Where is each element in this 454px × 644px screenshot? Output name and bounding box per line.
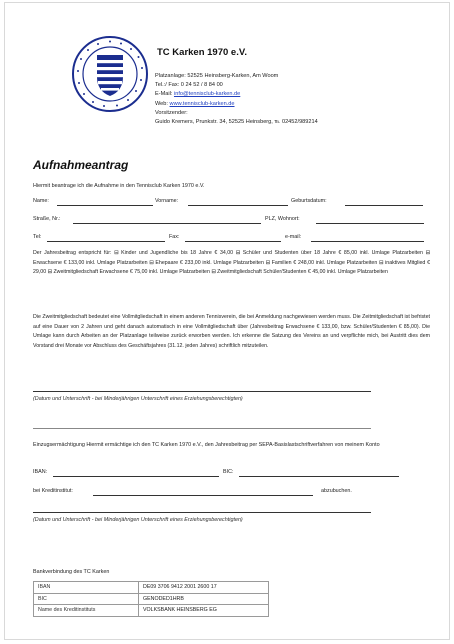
name-row [33, 198, 428, 208]
name-field[interactable] [57, 205, 153, 206]
web-link[interactable]: www.tennisclub-karken.de [169, 100, 235, 107]
name-label: Name: [33, 198, 49, 204]
club-name: TC Karken 1970 e.V. [157, 47, 247, 58]
address-text: Platzanlage: 52525 Heinsberg-Karken, Am Woom [155, 73, 279, 79]
form-title: Aufnahmeantrag [33, 158, 129, 172]
email-field-label: e-mail: [285, 234, 302, 240]
section-divider [33, 428, 371, 429]
club-logo [71, 35, 149, 113]
tel-label: Tel: [33, 234, 42, 240]
vorname-field[interactable] [188, 205, 288, 206]
web-label: Web: [155, 100, 168, 107]
tel-field[interactable] [47, 241, 165, 242]
email-field[interactable] [311, 241, 424, 242]
bic-field[interactable] [239, 476, 399, 477]
form-page [4, 2, 450, 640]
plz-field[interactable] [316, 223, 424, 224]
institute-field[interactable] [93, 495, 313, 496]
phone-text: Tel.:/ Fax: 0 24 52 / 8 84 00 [155, 82, 223, 89]
bank-value-cell: VOLKSBANK HEINSBERG EG [139, 605, 269, 617]
fax-field[interactable] [185, 241, 281, 242]
fee-paragraph: Der Jahresbeitrag entspricht für: ⊟ Kinder und Jugendliche bis 18 Jahre € 34,00 ⊟ Schüler und Studenten über 18 Jahre € 85,00 inkl. Umlage Platzarbeiten ⊟ Erwachsene € 133,00 inkl. Umlage Platzarbeiten ⊟ Ehepaare € 233,00 inkl. Umlage Platzarbeiten ⊟ Familien € 248,00 inkl. Umlage Platzarbeiten ⊟ inaktives Mitglied € 29,00 ⊟ Zweitmitgliedschaft Erwachsene € 75,00 inkl. Umlage Platzarbeiten ⊟ Zweitmitgliedschaft Schüler/Studenten € 45,00 inkl. Umlage Platzarbeiten [33, 250, 430, 276]
geburtsdatum-label: Geburtsdatum: [291, 198, 327, 204]
debit-suffix: abzubuchen. [321, 488, 352, 494]
institute-label: bei Kreditinstitut: [33, 488, 73, 494]
bank-label-cell: BIC [34, 593, 139, 605]
sepa-signature-caption: (Datum und Unterschrift - bei Minderjährigen Unterschrift eines Erziehungsberechtigten) [33, 517, 243, 523]
email-label: E-Mail: [155, 91, 173, 98]
chair-label: Vorsitzender: [155, 109, 188, 116]
bic-label: BIC: [223, 469, 234, 475]
bank-title: Bankverbindung des TC Karken [33, 569, 110, 575]
address-row [33, 216, 428, 226]
bank-table [33, 581, 269, 617]
strasse-field[interactable] [73, 223, 261, 224]
membership-paragraph: Die Zweitmitgliedschaft bedeutet eine Vollmitgliedschaft in einem anderen Tennisverein, die bei Anmeldung nachgewiesen werden muss. Die Zeitmitgliedschaft ist befristet auf eine Dauer von 2 Jahren und geht danach automatisch in eine Vollmitgliedschaft über (Jahresbeitrag Erwachsene € 133,00, bzw. Schüler/Studenten € 85,00). Die Umlage kann durch Arbeiten an der Platzanlage teilweise zurück erworben werden. Ich erkenne die Satzung des Vereins an und verpflichte mich, bei Austritt dies dem Vorstand drei Monate vor Abschluss des Geschäftsjahres (31.12. jeden Jahres) schriftlich mitzuteilen. [33, 314, 430, 349]
institute-row [33, 488, 428, 498]
signature-caption: (Datum und Unterschrift - bei Minderjährigen Unterschrift eines Erziehungsberechtigten) [33, 396, 243, 402]
plz-label: PLZ, Wohnort: [265, 216, 300, 222]
email-line [155, 90, 445, 99]
iban-field[interactable] [53, 476, 219, 477]
bank-label-cell: IBAN [34, 582, 139, 594]
sepa-title: Einzugsermächtigung Hiermit ermächtige ich den TC Karken 1970 e.V., den Jahresbeitrag per SEPA-Basislastschriftverfahren von meinem Konto [33, 442, 380, 448]
bank-value-cell: DE09 3706 9412 2001 2600 17 [139, 582, 269, 594]
geburtsdatum-field[interactable] [345, 205, 423, 206]
vorname-label: Vorname: [155, 198, 179, 204]
email-link[interactable]: info@tennisclub-karken.de [173, 91, 241, 98]
sepa-signature-line[interactable] [33, 512, 371, 513]
chair-text: Guido Kremers, Prunkstr. 34, 52525 Heinsberg, ℡ 02452/989214 [155, 119, 318, 126]
table-row [34, 605, 269, 617]
table-row [34, 582, 269, 594]
signature-line[interactable] [33, 391, 371, 392]
intro-text: Hiermit beantrage ich die Aufnahme in den Tennisclub Karken 1970 e.V. [33, 183, 205, 189]
table-row [34, 593, 269, 605]
iban-label: IBAN: [33, 469, 48, 475]
bank-value-cell: GENODED1HRB [139, 593, 269, 605]
bank-label-cell: Name des Kreditinstituts [34, 605, 139, 617]
strasse-label: Straße, Nr.: [33, 216, 61, 222]
iban-row [33, 469, 428, 479]
contact-block [155, 72, 445, 127]
fax-label: Fax: [169, 234, 180, 240]
contact-row [33, 234, 428, 244]
web-line [155, 100, 445, 109]
